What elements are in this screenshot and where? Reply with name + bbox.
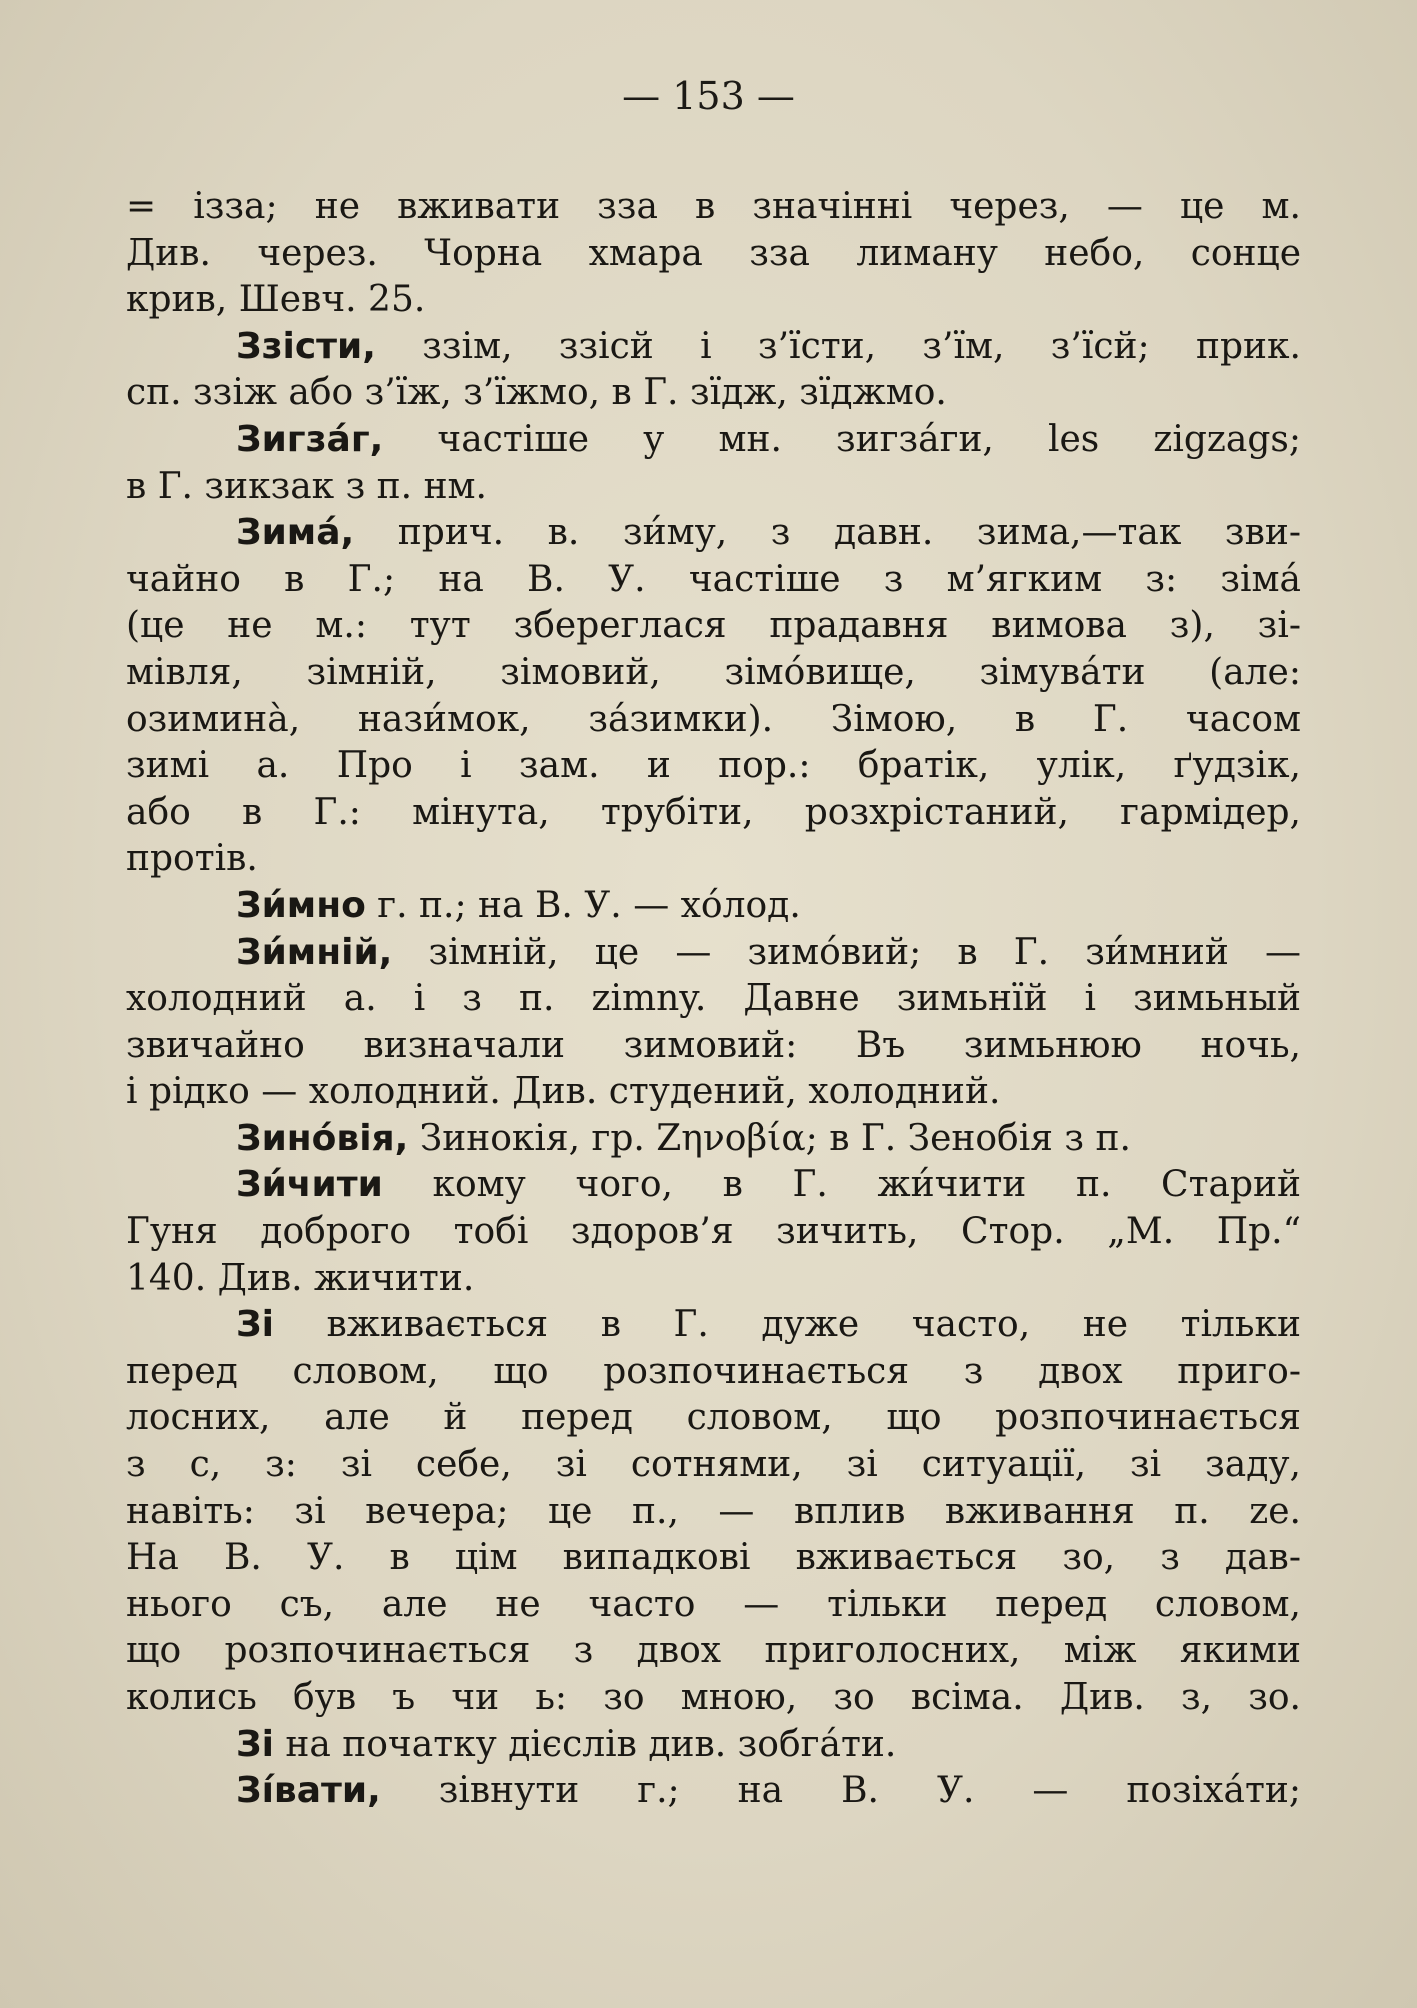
text-line xyxy=(126,1535,1301,1582)
line-text: = ізза; не вживати зза в значінні через, — це м. xyxy=(126,186,1301,227)
text-line xyxy=(126,277,1301,324)
text-line xyxy=(126,1489,1301,1536)
line-text: Зинокія, гр. Ζηνοβία; в Г. Зенобія з п. xyxy=(408,1117,1131,1159)
line-text: 140. Див. жичити. xyxy=(126,1257,475,1299)
line-text: озимина̀, нази́мок, за́зимки). Зімою, в Г. часом xyxy=(126,698,1301,740)
line-text: На В. У. в цім випадкові вживається зо, з дав- xyxy=(126,1537,1301,1579)
text-line xyxy=(126,1675,1301,1722)
line-text: з с, з: зі себе, зі сотнями, зі ситуації, зі заду, xyxy=(126,1444,1301,1486)
headword: Зигза́г, xyxy=(236,418,384,460)
page-number: — 153 — xyxy=(622,74,795,118)
text-line xyxy=(126,790,1301,837)
line-text: протів. xyxy=(126,838,258,880)
line-text: крив, Шевч. 25. xyxy=(126,279,426,321)
line-text: Гуня доброго тобі здоров’я зичить, Стор. „М. Пр.“ xyxy=(126,1211,1301,1253)
text-line xyxy=(126,1628,1301,1675)
text-line xyxy=(126,1069,1301,1116)
text-line xyxy=(126,1116,1301,1163)
text-line xyxy=(126,1023,1301,1070)
text-line xyxy=(126,1395,1301,1442)
text-line xyxy=(126,1442,1301,1489)
text-line xyxy=(126,370,1301,417)
headword: Зі xyxy=(236,1304,274,1346)
text-line xyxy=(126,510,1301,557)
line-text: г. п.; на В. У. — хо́лод. xyxy=(365,884,801,926)
line-text: холодний а. і з п. zimny. Давне зимьнїй і зимьный xyxy=(126,978,1301,1020)
line-text: колись був ъ чи ь: зо мною, зо всіма. Див. з, зо. xyxy=(126,1677,1301,1718)
text-line xyxy=(126,1209,1301,1256)
text-line xyxy=(126,603,1301,650)
text-line xyxy=(126,1302,1301,1349)
headword: Зи́чити xyxy=(236,1164,383,1206)
text-line xyxy=(126,184,1301,231)
text-line xyxy=(126,1162,1301,1209)
text-line xyxy=(126,1582,1301,1629)
headword: Зима́, xyxy=(236,512,355,554)
line-text: лосних, але й перед словом, що розпочинається xyxy=(126,1397,1301,1439)
line-text: (це не м.: тут збереглася прадавня вимова з), зі- xyxy=(126,605,1301,647)
line-text: в Г. зикзак з п. нм. xyxy=(126,465,488,507)
line-text: перед словом, що розпочинається з двох приго- xyxy=(126,1350,1301,1392)
text-line xyxy=(126,231,1301,278)
line-text: нього съ, але не часто — тільки перед словом, xyxy=(126,1583,1301,1625)
text-line xyxy=(126,1768,1301,1815)
text-line xyxy=(126,557,1301,604)
text-line xyxy=(126,1722,1301,1769)
text-line xyxy=(126,697,1301,744)
text-line xyxy=(126,417,1301,464)
text-line xyxy=(126,836,1301,883)
line-text: сп. ззіж або з’їж, з’їжмо, в Г. зїдж, зїджмо. xyxy=(126,372,947,414)
dictionary-text xyxy=(126,184,1301,1815)
text-line xyxy=(126,464,1301,511)
text-line xyxy=(126,650,1301,697)
text-line xyxy=(126,743,1301,790)
line-text: звичайно визначали зимовий: Въ зимьнюю ночь, xyxy=(126,1024,1301,1066)
headword: Зи́мно xyxy=(236,884,366,926)
line-text: частіше у мн. зигза́ги, les zigzags; xyxy=(383,418,1301,460)
line-text: на початку дієслів див. зобга́ти. xyxy=(273,1723,897,1765)
headword: Зі xyxy=(236,1723,274,1765)
text-line xyxy=(126,1256,1301,1303)
headword: Зі́вати, xyxy=(236,1770,381,1812)
line-text: ззім, ззісй і з’їсти, з’їм, з’їсй; прик. xyxy=(375,325,1301,367)
line-text: або в Г.: мінута, трубіти, розхрістаний, гармідер, xyxy=(126,791,1301,833)
line-text: зівнути г.; на В. У. — позіха́ти; xyxy=(380,1770,1301,1812)
line-text: і рідко — холодний. Див. студений, холодний. xyxy=(126,1071,1001,1113)
text-line xyxy=(126,883,1301,930)
line-text: мівля, зімній, зімовий, зімо́вище, зімува́ти (але: xyxy=(126,651,1301,693)
text-line xyxy=(126,324,1301,371)
text-line xyxy=(126,1349,1301,1396)
headword: Ззісти, xyxy=(236,325,376,367)
line-text: зимі а. Про і зам. и пор.: братік, улік, ґудзік, xyxy=(126,745,1301,787)
line-text: що розпочинається з двох приголосних, між якими xyxy=(126,1630,1301,1672)
line-text: навіть: зі вечера; це п., — вплив вживання п. ze. xyxy=(126,1490,1301,1532)
line-text: зімній, це — зимо́вий; в Г. зи́мний — xyxy=(392,931,1301,973)
line-text: Див. через. Чорна хмара зза лиману небо, сонце xyxy=(126,232,1301,274)
headword: Зино́вія, xyxy=(236,1117,409,1159)
text-line xyxy=(126,976,1301,1023)
line-text: кому чого, в Г. жи́чити п. Старий xyxy=(382,1164,1301,1206)
text-line xyxy=(126,930,1301,977)
line-text: прич. в. зи́му, з давн. зима,—так зви- xyxy=(354,512,1301,554)
line-text: чайно в Г.; на В. У. частіше з м’ягким з: зімá xyxy=(126,558,1301,600)
line-text: вживається в Г. дуже часто, не тільки xyxy=(273,1304,1301,1346)
headword: Зи́мній, xyxy=(236,931,393,973)
